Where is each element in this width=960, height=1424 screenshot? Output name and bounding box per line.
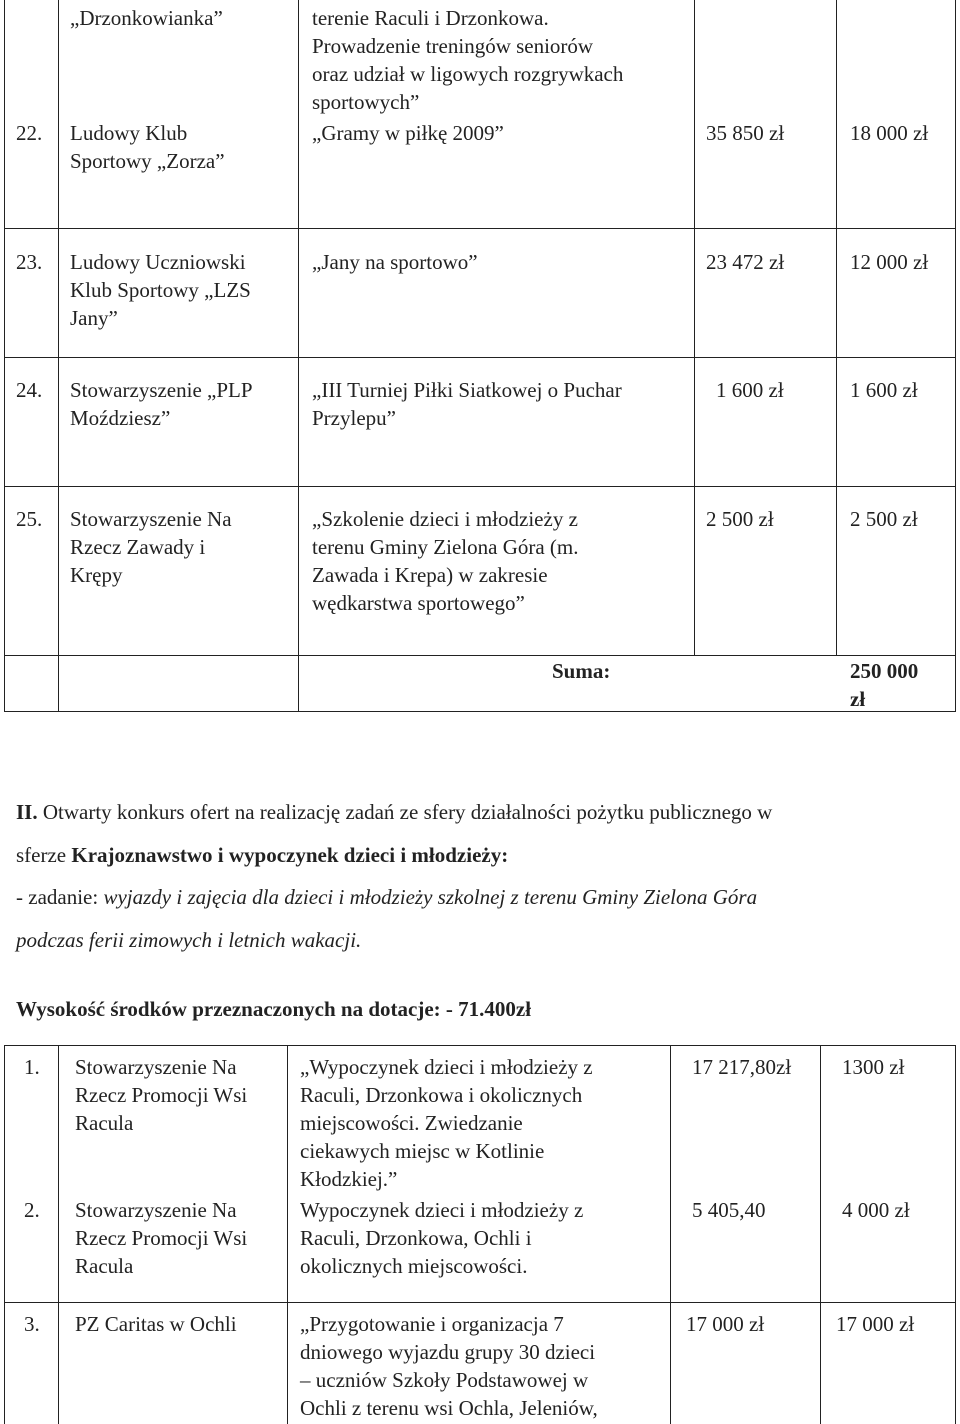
task-line: [16, 883, 757, 911]
table2-name: Stowarzyszenie Na: [75, 1055, 237, 1079]
table2-name: Rzecz Promocji Wsi: [75, 1226, 248, 1250]
table1-row-number: 23.: [16, 250, 43, 274]
table1-row-number: 24.: [16, 378, 43, 402]
sphere-prefix: sferze: [16, 843, 72, 867]
table1-cost: 2 500 zł: [706, 507, 774, 531]
table1-row-divider: [4, 486, 956, 487]
table2-cost: 5 405,40: [692, 1198, 766, 1222]
funds-amount: Wysokość środków przeznaczonych na dotacje: - 71.400zł: [16, 997, 532, 1021]
table1-name: Rzecz Zawady i: [70, 535, 206, 559]
table2-task: okolicznych miejscowości.: [300, 1254, 528, 1278]
table2-grant: 4 000 zł: [842, 1198, 910, 1222]
table1-grant: 18 000 zł: [850, 121, 929, 145]
table1-name: Krępy: [70, 563, 123, 587]
table1-sum-value: zł: [850, 687, 866, 711]
task-description: wyjazdy i zajęcia dla dzieci i młodzieży szkolnej z terenu Gminy Zielona Góra: [103, 885, 758, 909]
section-2-intro-text: Otwarty konkurs ofert na realizację zadań ze sfery działalności pożytku publicznego w: [37, 800, 773, 824]
table2-grant: 1300 zł: [842, 1055, 905, 1079]
table1-name: Ludowy Uczniowski: [70, 250, 246, 274]
table2-name: Rzecz Promocji Wsi: [75, 1083, 248, 1107]
table2-task: Wypoczynek dzieci i młodzieży z: [300, 1198, 584, 1222]
table2-border-col3: [287, 1045, 288, 1424]
table1-task: Prowadzenie treningów seniorów: [312, 34, 594, 58]
table1-grant: 2 500 zł: [850, 507, 918, 531]
section-2-sphere-line: [16, 841, 508, 869]
table2-task: dniowego wyjazdu grupy 30 dzieci: [300, 1340, 596, 1364]
table1-task: „Jany na sportowo”: [312, 250, 478, 274]
sphere-name: Krajoznawstwo i wypoczynek dzieci i młodzieży:: [71, 843, 509, 867]
table1-name: Jany”: [70, 306, 118, 330]
table1-border-right: [955, 0, 956, 712]
table1-bottom-border: [4, 711, 956, 712]
table1-row-divider: [4, 228, 956, 229]
table1-task: oraz udział w ligowych rozgrywkach: [312, 62, 624, 86]
table2-row-divider: [4, 1302, 956, 1303]
table1-border-col4: [694, 0, 695, 656]
table1-task: terenie Raculi i Drzonkowa.: [312, 6, 549, 30]
table1-name: Ludowy Klub: [70, 121, 188, 145]
table1-task: terenu Gminy Zielona Góra (m.: [312, 535, 579, 559]
table1-row-number: 25.: [16, 507, 43, 531]
table1-task: „Szkolenie dzieci i młodzieży z: [312, 507, 578, 531]
table2-name: Racula: [75, 1254, 134, 1278]
table1-row-divider: [4, 655, 956, 656]
table1-task: „III Turniej Piłki Siatkowej o Puchar: [312, 378, 622, 402]
table2-task: Raculi, Drzonkowa i okolicznych: [300, 1083, 583, 1107]
table2-border-left: [4, 1045, 5, 1424]
table2-border-col2: [58, 1045, 59, 1424]
table2-row-number: 1.: [24, 1055, 40, 1079]
table2-grant: 17 000 zł: [836, 1312, 915, 1336]
table1-name: „Drzonkowianka”: [70, 6, 223, 30]
table1-name: Moździesz”: [70, 406, 171, 430]
table1-task: wędkarstwa sportowego”: [312, 591, 525, 615]
table1-sum-label: Suma:: [552, 659, 611, 683]
table1-border-col3: [298, 0, 299, 712]
task-prefix: - zadanie:: [16, 885, 104, 909]
table2-cost: 17 217,80zł: [692, 1055, 792, 1079]
table2-task: Ochli z terenu wsi Ochla, Jeleniów,: [300, 1396, 598, 1420]
table1-border-col5: [836, 0, 837, 656]
table1-grant: 12 000 zł: [850, 250, 929, 274]
table1-task: „Gramy w piłkę 2009”: [312, 121, 504, 145]
section-2-roman-numeral: II.: [16, 800, 38, 824]
table2-task: Raculi, Drzonkowa, Ochli i: [300, 1226, 532, 1250]
table1-name: Klub Sportowy „LZS: [70, 278, 251, 302]
table1-name: Stowarzyszenie „PLP: [70, 378, 253, 402]
table2-name: Racula: [75, 1111, 134, 1135]
table2-task: – uczniów Szkoły Podstawowej w: [300, 1368, 589, 1392]
task-description-cont: podczas ferii zimowych i letnich wakacji.: [16, 928, 362, 952]
table2-task: „Wypoczynek dzieci i młodzieży z: [300, 1055, 593, 1079]
table1-cost: 23 472 zł: [706, 250, 785, 274]
table2-task: Kłodzkiej.”: [300, 1167, 398, 1191]
table2-border-col4: [670, 1045, 671, 1424]
table2-border-right: [955, 1045, 956, 1424]
table1-row-number: 22.: [16, 121, 43, 145]
table2-name: Stowarzyszenie Na: [75, 1198, 237, 1222]
table2-top-border: [4, 1045, 956, 1046]
table1-border-left: [4, 0, 5, 712]
table2-row-number: 2.: [24, 1198, 40, 1222]
table1-task: sportowych”: [312, 90, 420, 114]
table1-name: Stowarzyszenie Na: [70, 507, 232, 531]
table1-name: Sportowy „Zorza”: [70, 149, 225, 173]
table1-cost: 35 850 zł: [706, 121, 785, 145]
table1-task: Zawada i Krepa) w zakresie: [312, 563, 548, 587]
table1-task: Przylepu”: [312, 406, 396, 430]
table2-border-col5: [820, 1045, 821, 1424]
table2-task: miejscowości. Zwiedzanie: [300, 1111, 523, 1135]
table1-sum-value: 250 000: [850, 659, 919, 683]
table2-task: „Przygotowanie i organizacja 7: [300, 1312, 564, 1336]
table2-cost: 17 000 zł: [686, 1312, 765, 1336]
table2-row-number: 3.: [24, 1312, 40, 1336]
table1-cost: 1 600 zł: [716, 378, 784, 402]
table1-row-divider: [4, 357, 956, 358]
table1-border-col2: [58, 0, 59, 712]
section-2-heading-line: [16, 798, 772, 826]
table2-name: PZ Caritas w Ochli: [75, 1312, 237, 1336]
table1-grant: 1 600 zł: [850, 378, 918, 402]
table2-task: ciekawych miejsc w Kotlinie: [300, 1139, 545, 1163]
